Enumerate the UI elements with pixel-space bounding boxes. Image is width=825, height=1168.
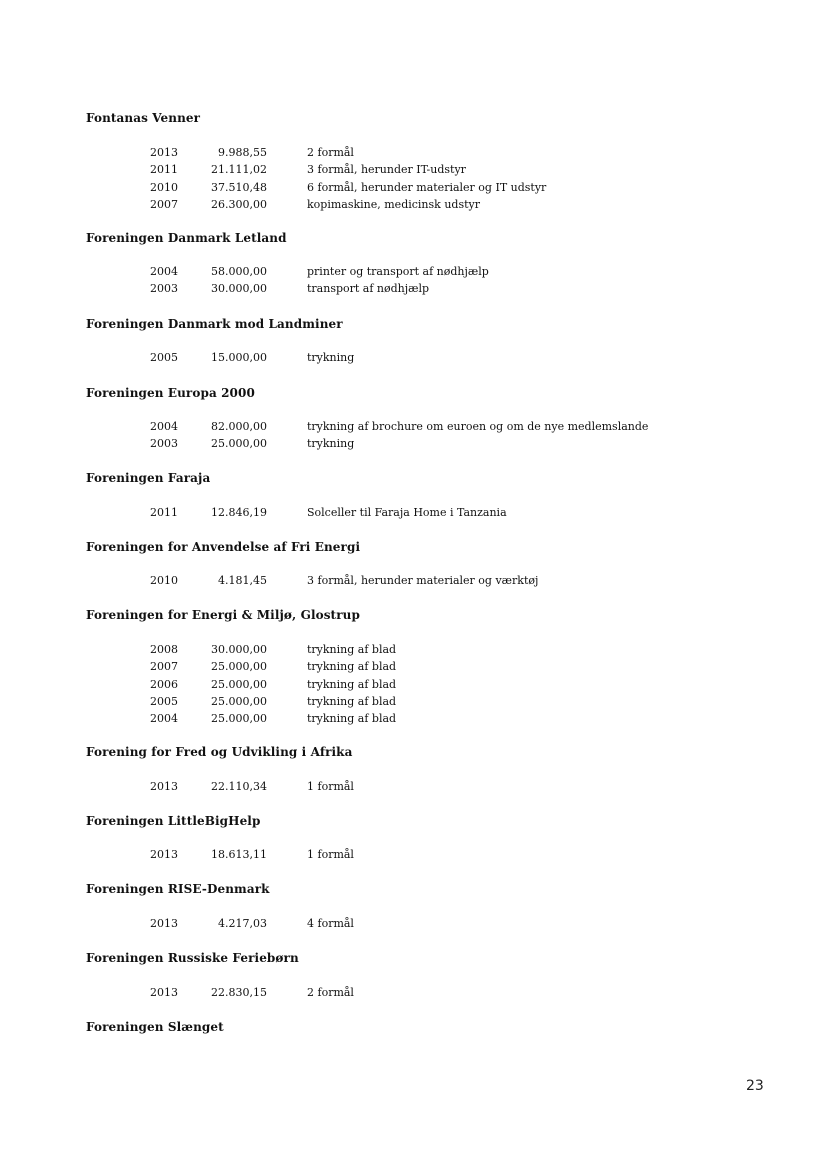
grant-amount: 25.000,00 <box>211 660 267 674</box>
grant-purpose: 3 formål, herunder materialer og værktøj <box>307 574 539 587</box>
organization-heading: Fontanas Venner <box>86 111 201 125</box>
organization-heading: Foreningen Slænget <box>86 1020 224 1034</box>
grant-row <box>0 420 825 437</box>
grant-purpose: trykning af brochure om euroen og om de nye medlemslande <box>307 420 649 433</box>
grant-amount: 15.000,00 <box>211 351 267 364</box>
grant-year: 2011 <box>150 163 178 177</box>
grant-list <box>0 506 825 523</box>
grant-list <box>0 265 825 300</box>
grant-row <box>0 695 825 712</box>
grant-year: 2013 <box>150 917 178 930</box>
grant-year: 2005 <box>150 351 178 364</box>
grant-amount: 4.217,03 <box>218 917 267 930</box>
organization-heading: Foreningen Europa 2000 <box>86 386 255 400</box>
grant-year: 2004 <box>150 265 178 278</box>
organization-heading: Foreningen for Anvendelse af Fri Energi <box>86 540 361 554</box>
grant-amount: 30.000,00 <box>211 282 267 296</box>
grant-row <box>0 437 825 454</box>
grant-purpose: trykning af blad <box>307 643 397 656</box>
grant-purpose: transport af nødhjælp <box>307 282 430 296</box>
grant-purpose: trykning <box>307 351 355 364</box>
grant-amount: 25.000,00 <box>211 694 267 708</box>
grant-amount: 4.181,45 <box>218 574 267 587</box>
grant-purpose: printer og transport af nødhjælp <box>307 265 489 278</box>
grant-list <box>0 420 825 455</box>
grant-amount: 37.510,48 <box>211 180 267 194</box>
grant-row <box>0 574 825 591</box>
grant-list <box>0 643 825 729</box>
grant-amount: 22.110,34 <box>211 780 267 793</box>
organization-heading: Foreningen Russiske Feriebørn <box>86 951 299 965</box>
grant-row <box>0 181 825 198</box>
organization-heading: Foreningen Danmark mod Landminer <box>86 317 343 331</box>
grant-purpose: 1 formål <box>307 848 354 861</box>
grant-row <box>0 265 825 282</box>
grant-year: 2008 <box>150 643 178 656</box>
grant-list <box>0 917 825 934</box>
grant-amount: 18.613,11 <box>211 848 267 861</box>
grant-amount: 22.830,15 <box>211 986 267 999</box>
grant-row <box>0 146 825 163</box>
grant-row <box>0 848 825 865</box>
grant-row <box>0 712 825 729</box>
grant-amount: 25.000,00 <box>211 677 267 691</box>
grant-row <box>0 660 825 677</box>
grant-amount: 25.000,00 <box>211 712 267 726</box>
grant-row <box>0 780 825 797</box>
grant-list <box>0 351 825 368</box>
organization-heading: Foreningen Danmark Letland <box>86 231 287 245</box>
grant-purpose: trykning af blad <box>307 660 397 674</box>
grant-year: 2004 <box>150 712 178 726</box>
grant-purpose: Solceller til Faraja Home i Tanzania <box>307 506 507 519</box>
organization-heading: Forening for Fred og Udvikling i Afrika <box>86 745 353 759</box>
organization-heading: Foreningen Faraja <box>86 471 211 485</box>
grant-list <box>0 848 825 865</box>
grant-row <box>0 198 825 215</box>
grant-year: 2010 <box>150 180 178 194</box>
grant-row <box>0 282 825 299</box>
grant-year: 2011 <box>150 506 178 519</box>
grant-purpose: 2 formål <box>307 986 354 999</box>
grant-purpose: 4 formål <box>307 917 354 930</box>
grant-purpose: 6 formål, herunder materialer og IT udstyr <box>307 180 547 194</box>
grant-row <box>0 678 825 695</box>
grant-row <box>0 917 825 934</box>
grant-purpose: trykning <box>307 437 355 451</box>
grant-year: 2003 <box>150 437 178 451</box>
organization-heading: Foreningen for Energi & Miljø, Glostrup <box>86 608 360 622</box>
grant-list <box>0 780 825 797</box>
grant-year: 2006 <box>150 677 178 691</box>
organization-heading: Foreningen LittleBigHelp <box>86 814 261 828</box>
grant-row <box>0 506 825 523</box>
grant-amount: 9.988,55 <box>218 146 267 159</box>
organization-heading: Foreningen RISE-Denmark <box>86 882 270 896</box>
grant-year: 2013 <box>150 986 178 999</box>
grant-year: 2013 <box>150 848 178 861</box>
grant-amount: 25.000,00 <box>211 437 267 451</box>
grant-row <box>0 163 825 180</box>
grant-list <box>0 146 825 215</box>
grant-amount: 82.000,00 <box>211 420 267 433</box>
grant-purpose: trykning af blad <box>307 712 397 726</box>
grant-year: 2007 <box>150 660 178 674</box>
page-number: 23 <box>746 1078 764 1094</box>
grant-year: 2013 <box>150 146 178 159</box>
grant-row <box>0 986 825 1003</box>
grant-purpose: 1 formål <box>307 780 354 793</box>
grant-year: 2004 <box>150 420 178 433</box>
grant-list <box>0 986 825 1003</box>
grant-purpose: 3 formål, herunder IT-udstyr <box>307 163 466 177</box>
grant-amount: 58.000,00 <box>211 265 267 278</box>
grant-amount: 12.846,19 <box>211 506 267 519</box>
grant-year: 2003 <box>150 282 178 296</box>
grant-amount: 30.000,00 <box>211 643 267 656</box>
grant-year: 2013 <box>150 780 178 793</box>
grant-row <box>0 643 825 660</box>
grant-list <box>0 574 825 591</box>
grant-purpose: trykning af blad <box>307 677 397 691</box>
grant-year: 2007 <box>150 197 178 211</box>
grant-amount: 26.300,00 <box>211 197 267 211</box>
grant-year: 2005 <box>150 694 178 708</box>
grant-purpose: kopimaskine, medicinsk udstyr <box>307 197 480 211</box>
grant-year: 2010 <box>150 574 178 587</box>
grant-purpose: 2 formål <box>307 146 354 159</box>
grant-row <box>0 351 825 368</box>
grant-purpose: trykning af blad <box>307 694 397 708</box>
grant-amount: 21.111,02 <box>211 163 267 177</box>
